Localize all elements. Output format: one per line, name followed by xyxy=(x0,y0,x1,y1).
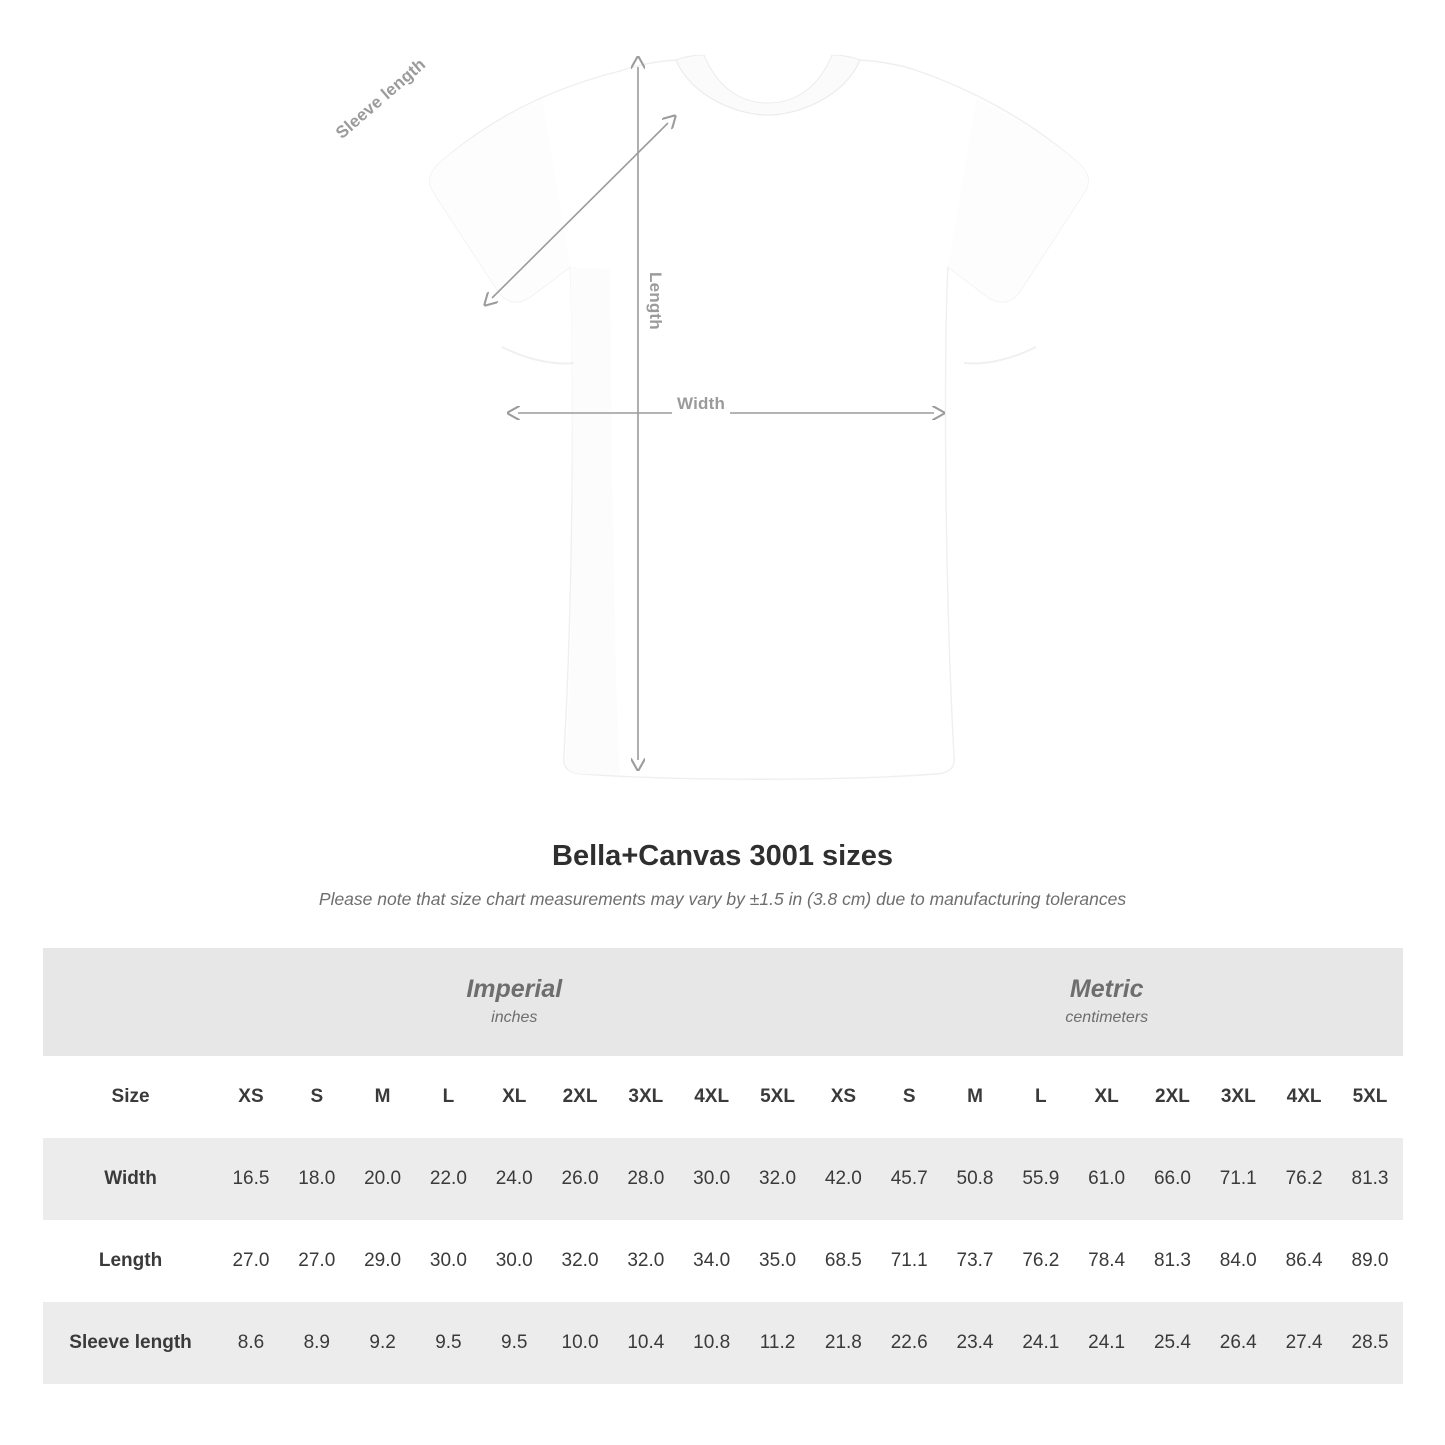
header-cell: M xyxy=(942,1056,1008,1138)
unit-spacer xyxy=(43,948,218,1056)
cell: 32.0 xyxy=(613,1220,679,1302)
header-cell: S xyxy=(876,1056,942,1138)
cell: 30.0 xyxy=(679,1138,745,1220)
header-cell: 3XL xyxy=(613,1056,679,1138)
cell: 27.0 xyxy=(218,1220,284,1302)
cell: 68.5 xyxy=(810,1220,876,1302)
cell: 71.1 xyxy=(1205,1138,1271,1220)
cell: 16.5 xyxy=(218,1138,284,1220)
cell: 23.4 xyxy=(942,1302,1008,1384)
cell: 78.4 xyxy=(1074,1220,1140,1302)
cell: 24.0 xyxy=(481,1138,547,1220)
cell: 89.0 xyxy=(1337,1220,1403,1302)
header-cell: S xyxy=(284,1056,350,1138)
cell: 73.7 xyxy=(942,1220,1008,1302)
cell: 61.0 xyxy=(1074,1138,1140,1220)
header-cell: 5XL xyxy=(1337,1056,1403,1138)
cell: 32.0 xyxy=(745,1138,811,1220)
cell: 24.1 xyxy=(1074,1302,1140,1384)
table-row xyxy=(43,1138,1403,1220)
cell: 26.4 xyxy=(1205,1302,1271,1384)
header-cell: 2XL xyxy=(1140,1056,1206,1138)
cell: 76.2 xyxy=(1271,1138,1337,1220)
width-label: Width xyxy=(672,392,730,416)
header-cell: 3XL xyxy=(1205,1056,1271,1138)
title-block xyxy=(0,840,1445,910)
header-cell: L xyxy=(1008,1056,1074,1138)
unit-group-imperial xyxy=(218,948,810,1056)
header-cell: XL xyxy=(481,1056,547,1138)
cell: 18.0 xyxy=(284,1138,350,1220)
header-cell: 4XL xyxy=(1271,1056,1337,1138)
tolerance-note: Please note that size chart measurements may vary by ±1.5 in (3.8 cm) due to manufacturing tolerances xyxy=(318,889,1127,909)
cell: 9.5 xyxy=(481,1302,547,1384)
cell: 21.8 xyxy=(810,1302,876,1384)
header-cell: M xyxy=(350,1056,416,1138)
cell: 86.4 xyxy=(1271,1220,1337,1302)
cell: 29.0 xyxy=(350,1220,416,1302)
cell: 8.6 xyxy=(218,1302,284,1384)
page-title: Bella+Canvas 3001 sizes xyxy=(552,840,893,872)
row-label-sleeve-length: Sleeve length xyxy=(43,1302,218,1384)
header-cell: 4XL xyxy=(679,1056,745,1138)
header-cell: 5XL xyxy=(745,1056,811,1138)
cell: 84.0 xyxy=(1205,1220,1271,1302)
cell: 27.4 xyxy=(1271,1302,1337,1384)
header-cell: XL xyxy=(1074,1056,1140,1138)
cell: 24.1 xyxy=(1008,1302,1074,1384)
cell: 32.0 xyxy=(547,1220,613,1302)
header-cell: L xyxy=(416,1056,482,1138)
cell: 8.9 xyxy=(284,1302,350,1384)
tshirt-svg xyxy=(320,55,1110,785)
table-row xyxy=(43,1302,1403,1384)
metric-label: Metric xyxy=(1069,974,1144,1003)
tshirt-graphic xyxy=(320,55,1110,785)
sleeve-length-label: Sleeve length xyxy=(327,50,435,148)
cell: 22.0 xyxy=(416,1138,482,1220)
cell: 9.5 xyxy=(416,1302,482,1384)
cell: 28.0 xyxy=(613,1138,679,1220)
table-row xyxy=(43,1220,1403,1302)
cell: 45.7 xyxy=(876,1138,942,1220)
cell: 55.9 xyxy=(1008,1138,1074,1220)
cell: 9.2 xyxy=(350,1302,416,1384)
header-size: Size xyxy=(43,1056,218,1138)
cell: 34.0 xyxy=(679,1220,745,1302)
cell: 76.2 xyxy=(1008,1220,1074,1302)
length-label: Length xyxy=(640,270,670,332)
cell: 42.0 xyxy=(810,1138,876,1220)
imperial-sublabel: inches xyxy=(491,1008,538,1026)
unit-group-metric xyxy=(810,948,1403,1056)
cell: 22.6 xyxy=(876,1302,942,1384)
cell: 81.3 xyxy=(1140,1220,1206,1302)
cell: 66.0 xyxy=(1140,1138,1206,1220)
row-label-width: Width xyxy=(43,1138,218,1220)
table-header-row xyxy=(43,1056,1403,1138)
row-label-length: Length xyxy=(43,1220,218,1302)
size-table xyxy=(43,948,1403,1384)
cell: 25.4 xyxy=(1140,1302,1206,1384)
imperial-label: Imperial xyxy=(466,974,563,1003)
shirt-body-shape xyxy=(430,55,1088,779)
cell: 81.3 xyxy=(1337,1138,1403,1220)
cell: 28.5 xyxy=(1337,1302,1403,1384)
cell: 50.8 xyxy=(942,1138,1008,1220)
header-cell: XS xyxy=(218,1056,284,1138)
cell: 20.0 xyxy=(350,1138,416,1220)
metric-sublabel: centimeters xyxy=(1065,1008,1149,1026)
cell: 10.4 xyxy=(613,1302,679,1384)
header-cell: 2XL xyxy=(547,1056,613,1138)
cell: 35.0 xyxy=(745,1220,811,1302)
cell: 71.1 xyxy=(876,1220,942,1302)
cell: 27.0 xyxy=(284,1220,350,1302)
cell: 11.2 xyxy=(745,1302,811,1384)
cell: 30.0 xyxy=(481,1220,547,1302)
header-cell: XS xyxy=(810,1056,876,1138)
size-table-wrapper xyxy=(43,948,1403,1384)
unit-group-row xyxy=(43,948,1403,1056)
cell: 10.0 xyxy=(547,1302,613,1384)
cell: 30.0 xyxy=(416,1220,482,1302)
cell: 26.0 xyxy=(547,1138,613,1220)
cell: 10.8 xyxy=(679,1302,745,1384)
